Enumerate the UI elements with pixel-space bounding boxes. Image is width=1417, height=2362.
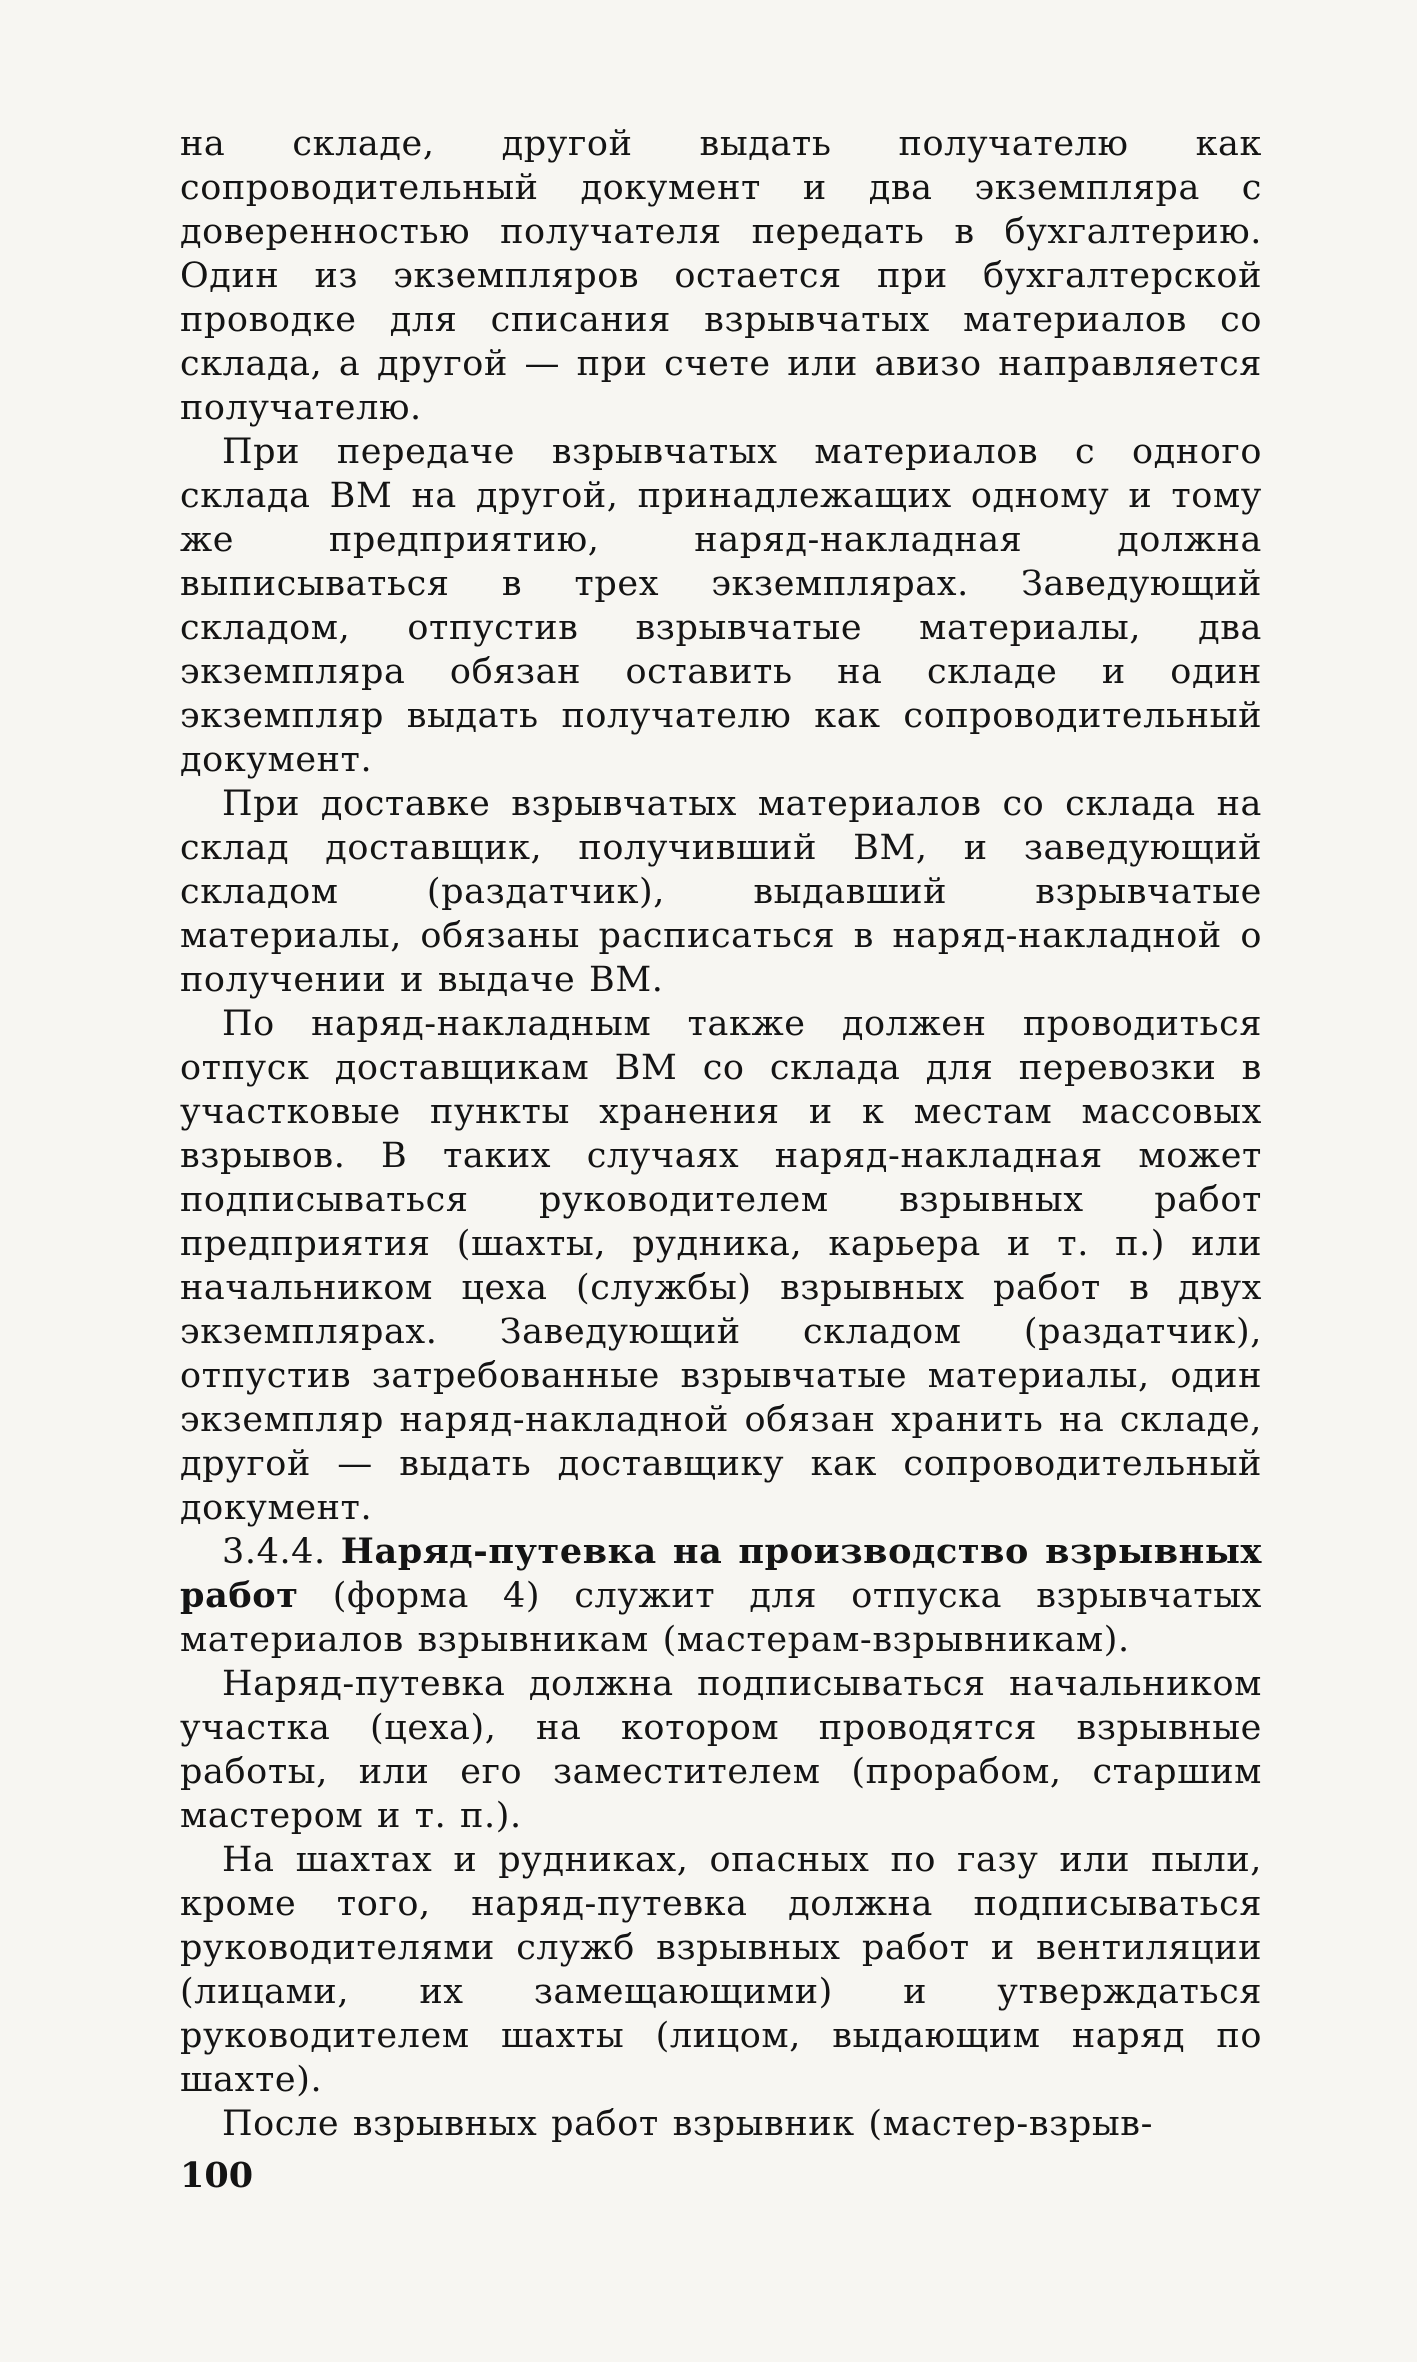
body-text	[180, 122, 1262, 2146]
paragraph-7: После взрывных работ взрывник (мастер-взрыв-	[222, 2104, 1154, 2144]
paragraph-4: По наряд-накладным также должен проводиться отпуск доставщикам ВМ со склада для перевозки в участковые пункты хранения и к местам массовых взрывов. В таких случаях наряд-накладная может подписываться руководителем взрывных работ предприятия (шахты, рудника, карьера и т. п.) или начальником цеха (службы) взрывных работ в двух экземплярах. Заведующий складом (раздатчик), отпустив затребованные взрывчатые материалы, один экземпляр наряд-накладной обязан хранить на складе, другой — выдать доставщику как сопроводительный документ.	[180, 1004, 1262, 1528]
section-paragraph	[180, 1530, 1262, 1662]
paragraph-3: При доставке взрывчатых материалов со склада на склад доставщик, получивший ВМ, и заведующий складом (раздатчик), выдавший взрывчатые материалы, обязаны расписаться в наряд-накладной о получении и выдаче ВМ.	[180, 784, 1262, 1000]
section-heading: Наряд-путевка на производство взрывных работ	[180, 1531, 1262, 1616]
section-number: 3.4.4.	[222, 1532, 326, 1572]
page-number: 100	[180, 2155, 254, 2196]
section-text: (форма 4) служит для отпуска взрывчатых материалов взрывникам (мастерам-взрывникам).	[180, 1576, 1262, 1660]
paragraph-6: На шахтах и рудниках, опасных по газу или пыли, кроме того, наряд-путевка должна подписываться руководителями служб взрывных работ и вентиляции (лицами, их замещающими) и утверждаться руководителем шахты (лицом, выдающим наряд по шахте).	[180, 1840, 1262, 2100]
paragraph-2: При передаче взрывчатых материалов с одного склада ВМ на другой, принадлежащих одному и тому же предприятию, наряд-накладная должна выписываться в трех экземплярах. Заведующий складом, отпустив взрывчатые материалы, два экземпляра обязан оставить на складе и один экземпляр выдать получателю как сопроводительный документ.	[180, 432, 1262, 780]
paragraph-1: на складе, другой выдать получателю как сопроводительный документ и два экземпляра с доверенностью получателя передать в бухгалтерию. Один из экземпляров остается при бухгалтерской проводке для списания взрывчатых материалов со склада, а другой — при счете или авизо направляется получателю.	[180, 124, 1262, 428]
paragraph-5: Наряд-путевка должна подписываться начальником участка (цеха), на котором проводятся взрывные работы, или его заместителем (прорабом, старшим мастером и т. п.).	[180, 1664, 1262, 1836]
